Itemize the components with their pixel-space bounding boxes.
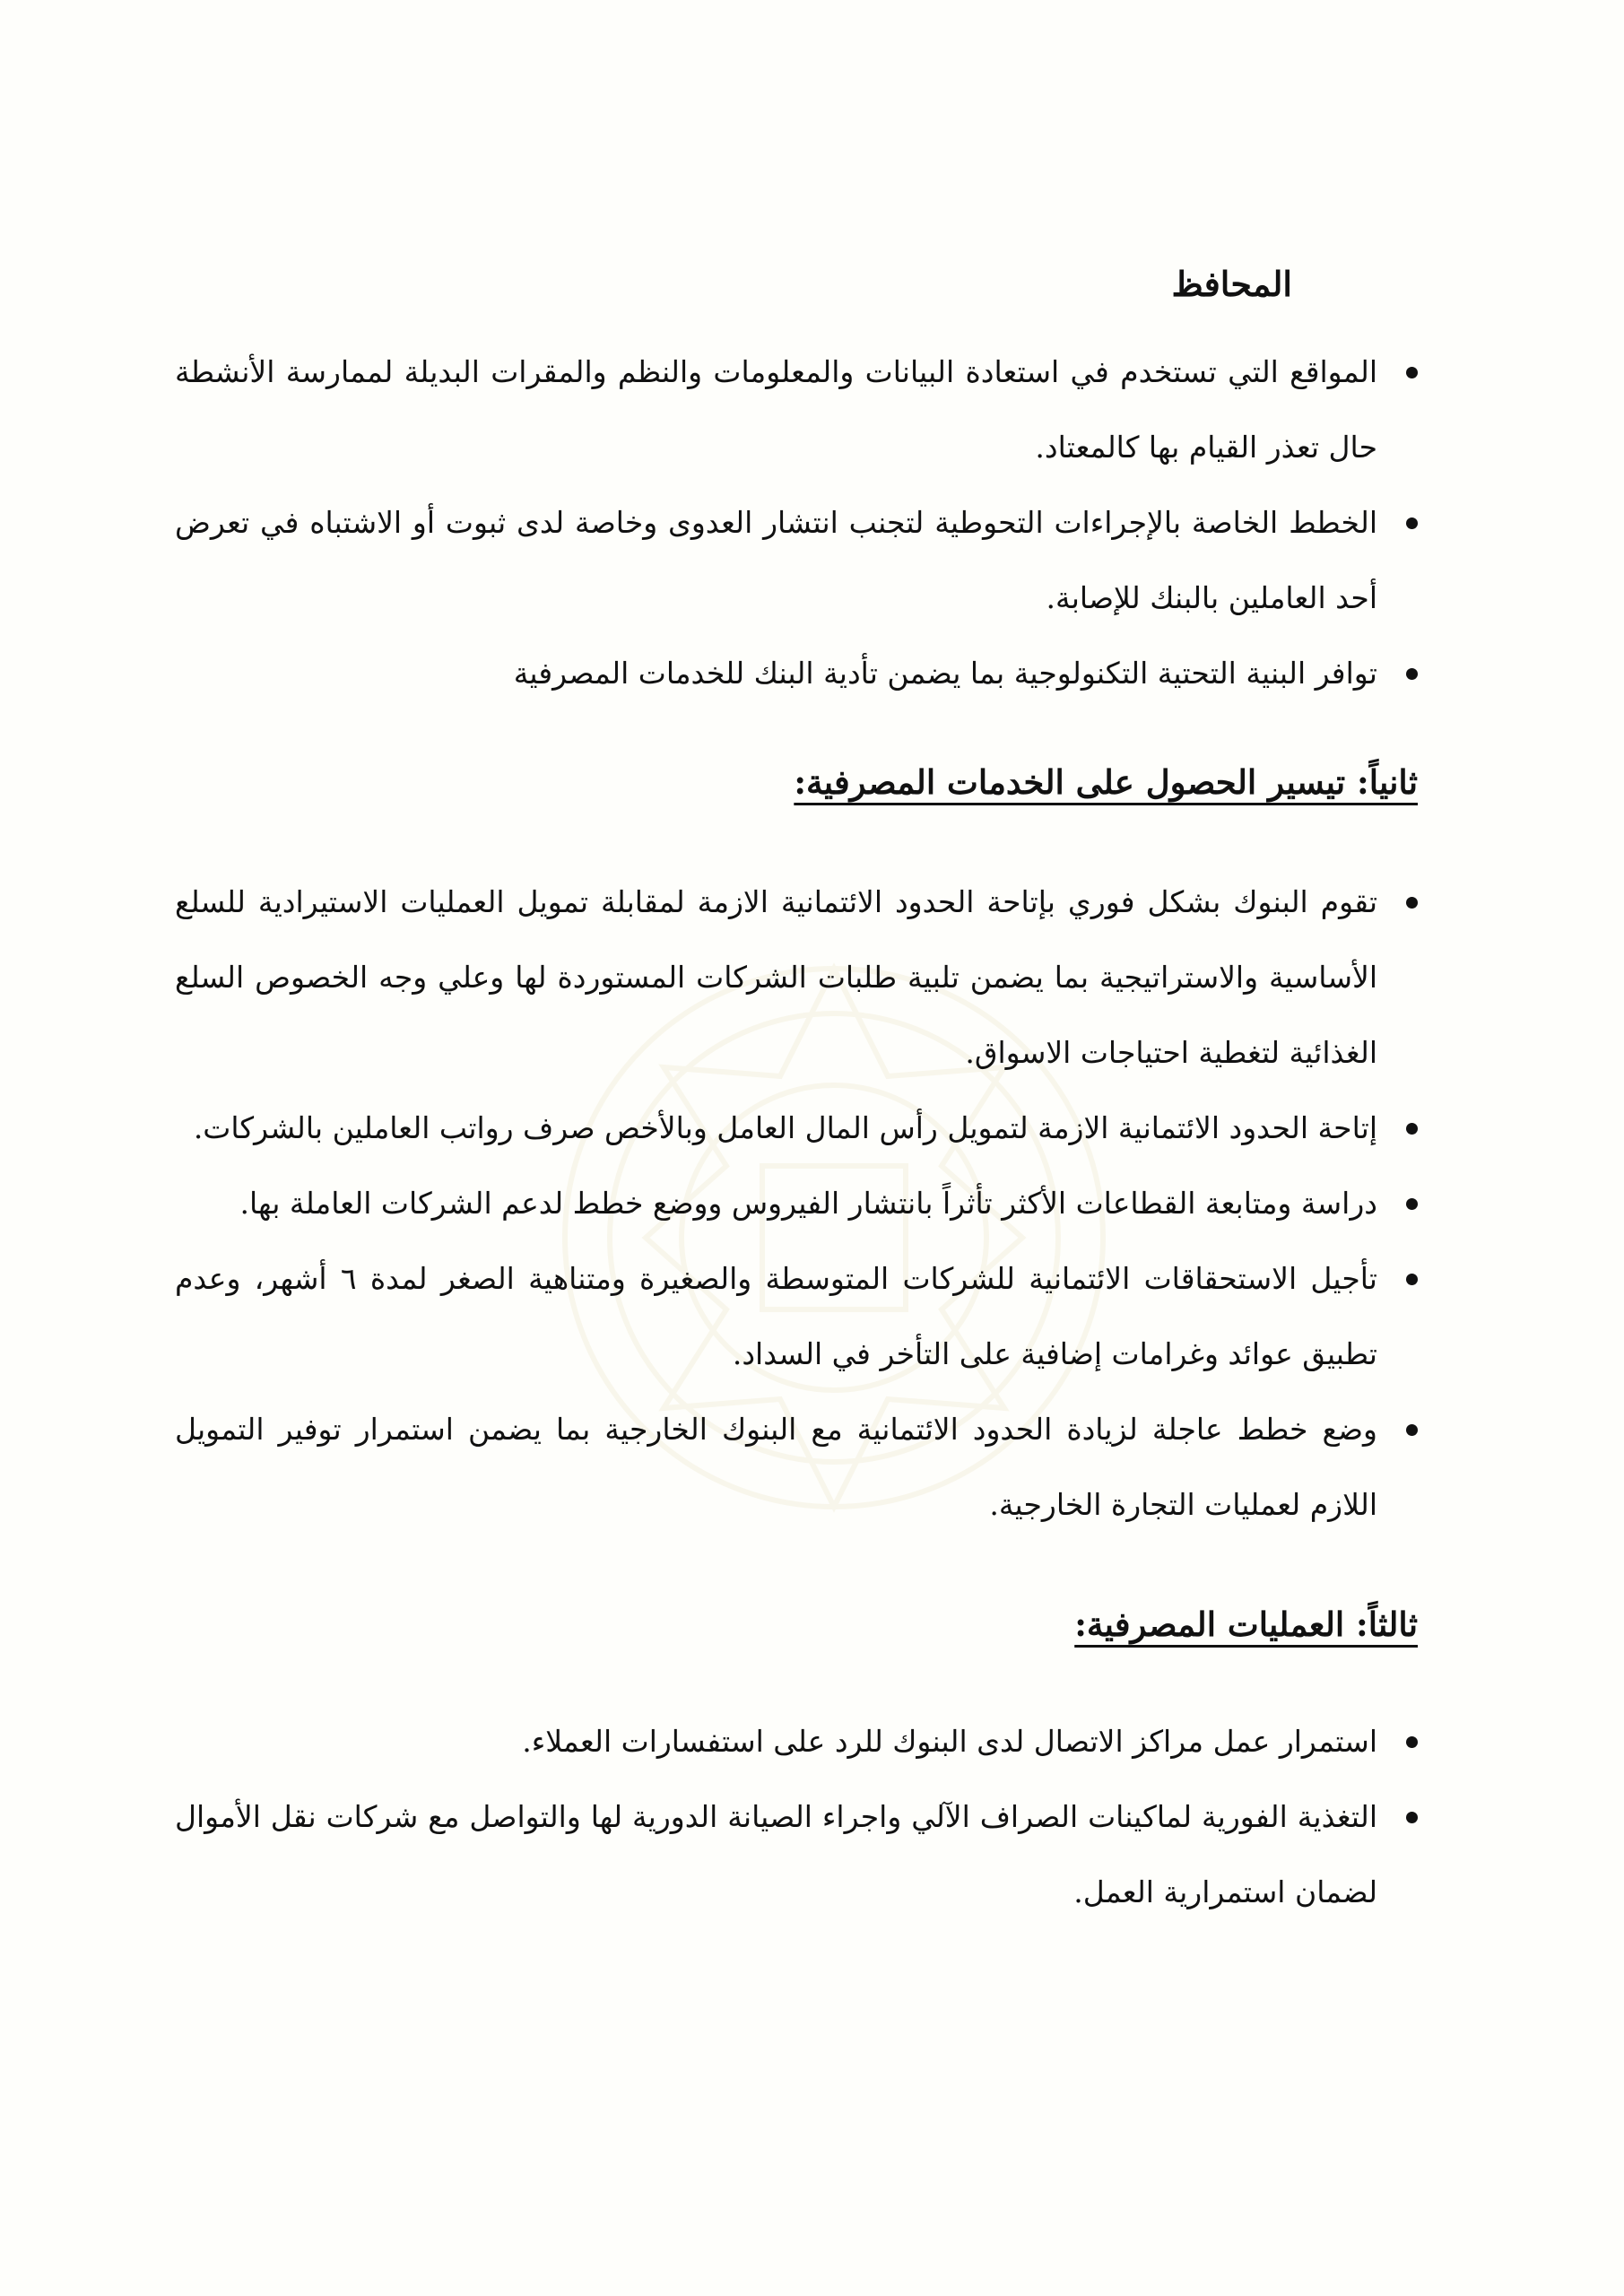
bullet-icon [1406,897,1418,909]
list-item-text: دراسة ومتابعة القطاعات الأكثر تأثراً بانتشار الفيروس ووضع خطط لدعم الشركات العاملة بها. [239,1186,1377,1222]
bullet-icon [1406,1123,1418,1135]
list-item [175,1091,1418,1166]
bullet-icon [1406,1424,1418,1436]
bullet-icon [1406,367,1418,378]
section2-list [175,865,1418,1543]
list-item [175,1241,1418,1392]
list-item-text: استمرار عمل مراكز الاتصال لدى البنوك للرد على استفسارات العملاء. [522,1723,1377,1759]
list-item [175,1166,1418,1241]
list-item-text: التغذية الفورية لماكينات الصراف الآلي واجراء الصيانة الدورية لها والتواصل مع شركات نقل الأموال لضمان استمرارية العمل. [175,1798,1377,1909]
list-item-text: تأجيل الاستحقاقات الائتمانية للشركات المتوسطة والصغيرة ومتناهية الصغر لمدة ٦ أشهر، وعدم تطبيق عوائد وغرامات إضافية على التأخر في السداد. [175,1261,1377,1372]
bullet-icon [1406,1812,1418,1823]
list-item-text: وضع خطط عاجلة لزيادة الحدود الائتمانية مع البنوك الخارجية بما يضمن استمرار توفير التمويل اللازم لعمليات التجارة الخارجية. [175,1412,1377,1523]
list-item-text: المواقع التي تستخدم في استعادة البيانات والمعلومات والنظم والمقرات البديلة لممارسة الأنشطة حال تعذر القيام بها كالمعتاد. [175,354,1377,465]
section1-list [175,335,1418,711]
list-item [175,335,1418,485]
list-item [175,865,1418,1091]
list-item-text: تقوم البنوك بشكل فوري بإتاحة الحدود الائتمانية الازمة لمقابلة تمويل العمليات الاستيرادية للسلع الأساسية والاستراتيجية بما يضمن تلبية طلبات الشركات المستوردة لها وعلي وجه الخصوص السلع الغذائية لتغطية احتياجات الاسواق. [175,884,1377,1071]
section3-title: ثالثاً: العمليات المصرفية: [1074,1605,1418,1645]
section2-title: ثانياً: تيسير الحصول على الخدمات المصرفية: [794,762,1418,803]
page-heading: المحافظ [1171,264,1292,304]
list-item-text: إتاحة الحدود الائتمانية الازمة لتمويل رأس المال العامل وبالأخص صرف رواتب العاملين بالشركات. [193,1110,1377,1146]
list-item [175,636,1418,711]
list-item [175,1779,1418,1930]
list-item [175,1704,1418,1779]
section3-list [175,1704,1418,1930]
bullet-icon [1406,517,1418,529]
list-item-text: توافر البنية التحتية التكنولوجية بما يضمن تأدية البنك للخدمات المصرفية [513,656,1377,691]
list-item-text: الخطط الخاصة بالإجراءات التحوطية لتجنب انتشار العدوى وخاصة لدى ثبوت أو الاشتباه في تعرض أحد العاملين بالبنك للإصابة. [175,505,1377,616]
list-item [175,1392,1418,1543]
bullet-icon [1406,1274,1418,1285]
list-item [175,485,1418,636]
bullet-icon [1406,1736,1418,1748]
bullet-icon [1406,1198,1418,1210]
document-content [175,242,1418,1930]
bullet-icon [1406,668,1418,680]
